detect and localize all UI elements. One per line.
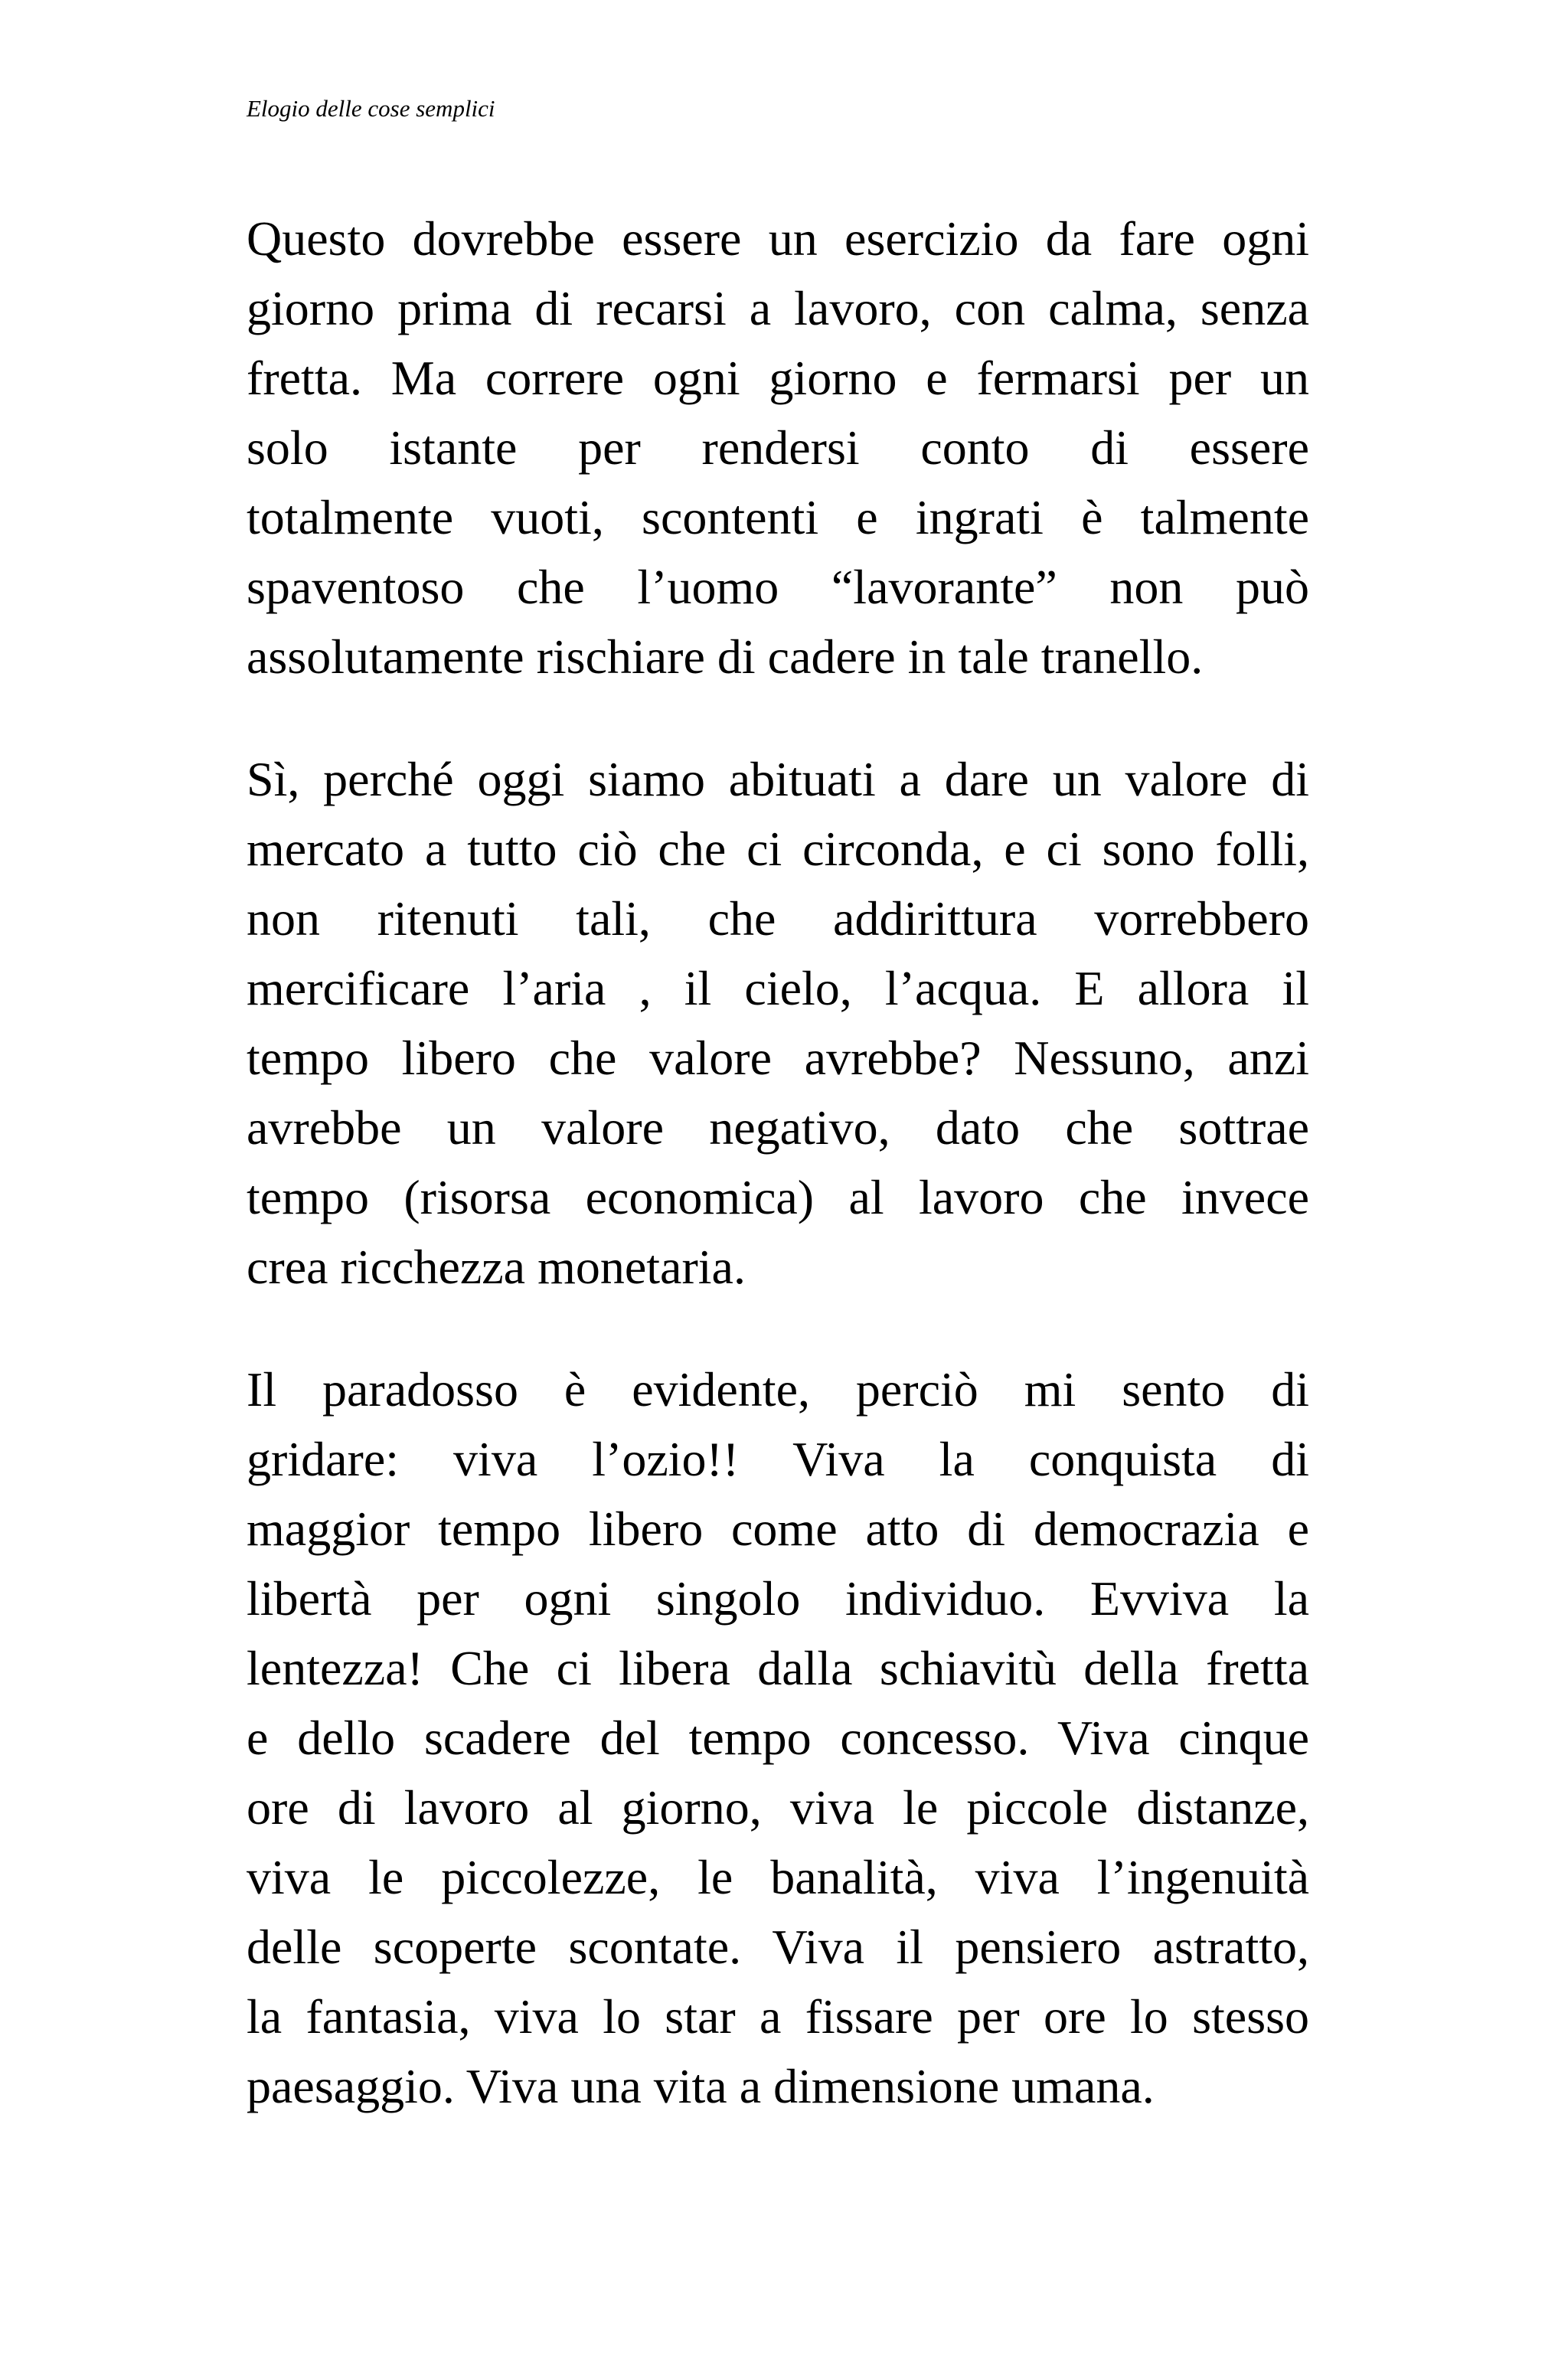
- text-line: Questo dovrebbe essere un esercizio da fare ogni: [247, 211, 1309, 266]
- text-line: ore di lavoro al giorno, viva le piccole distanze,: [247, 1780, 1309, 1835]
- text-line: libertà per ogni singolo individuo. Evviva la: [247, 1571, 1309, 1626]
- text-line: tempo libero che valore avrebbe? Nessuno, anzi: [247, 1031, 1309, 1085]
- body-text: [247, 204, 1309, 2121]
- text-line: assolutamente rischiare di cadere in tale tranello.: [247, 629, 1204, 684]
- text-line: tempo (risorsa economica) al lavoro che invece: [247, 1170, 1309, 1224]
- text-line: mercificare l’aria , il cielo, l’acqua. E allora il: [247, 961, 1309, 1015]
- text-line: viva le piccolezze, le banalità, viva l’ingenuità: [247, 1850, 1309, 1904]
- text-line: solo istante per rendersi conto di essere: [247, 420, 1309, 475]
- text-line: totalmente vuoti, scontenti e ingrati è talmente: [247, 490, 1309, 544]
- running-header: Elogio delle cose semplici: [247, 95, 495, 122]
- paragraph-3: [247, 1355, 1309, 2121]
- text-line: e dello scadere del tempo concesso. Viva cinque: [247, 1711, 1309, 1765]
- text-line: gridare: viva l’ozio!! Viva la conquista di: [247, 1432, 1309, 1486]
- text-line: crea ricchezza monetaria.: [247, 1240, 746, 1294]
- text-line: non ritenuti tali, che addirittura vorrebbero: [247, 891, 1309, 946]
- text-line: delle scoperte scontate. Viva il pensiero astratto,: [247, 1920, 1309, 1974]
- text-line: mercato a tutto ciò che ci circonda, e ci sono folli,: [247, 822, 1309, 876]
- text-line: lentezza! Che ci libera dalla schiavitù della fretta: [247, 1641, 1309, 1695]
- text-line: paesaggio. Viva una vita a dimensione umana.: [247, 2059, 1155, 2113]
- text-line: spaventoso che l’uomo “lavorante” non può: [247, 560, 1309, 614]
- text-line: avrebbe un valore negativo, dato che sottrae: [247, 1100, 1309, 1155]
- text-line: Il paradosso è evidente, perciò mi sento di: [247, 1362, 1309, 1417]
- text-line: giorno prima di recarsi a lavoro, con calma, senza: [247, 281, 1309, 335]
- text-line: maggior tempo libero come atto di democrazia e: [247, 1502, 1309, 1556]
- paragraph-2: [247, 744, 1309, 1302]
- text-line: Sì, perché oggi siamo abituati a dare un valore di: [247, 752, 1309, 806]
- paragraph-1: [247, 204, 1309, 691]
- text-line: fretta. Ma correre ogni giorno e fermarsi per un: [247, 351, 1309, 405]
- text-line: la fantasia, viva lo star a fissare per ore lo stesso: [247, 1989, 1309, 2044]
